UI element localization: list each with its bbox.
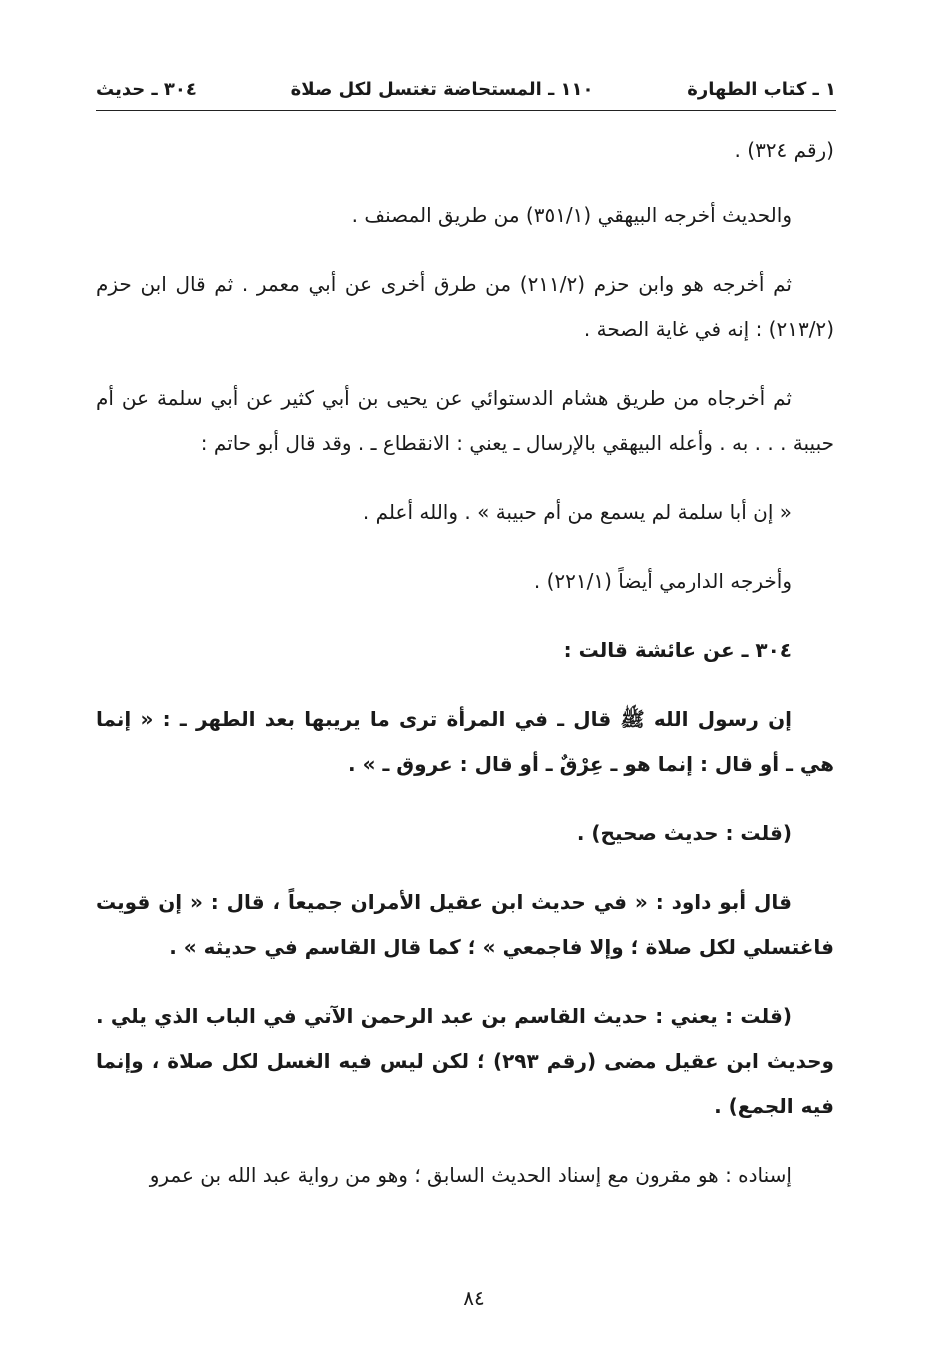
abu-dawud-note: قال أبو داود : « في حديث ابن عقيل الأمران جميعاً ، قال : « إن قويت فاغتسلي لكل صلاة ؛ وإلا فاجمعي » ؛ كما قال القاسم في حديثه » . bbox=[96, 890, 834, 959]
page-number: ٨٤ bbox=[463, 1286, 485, 1310]
paragraph-bayhaqi: والحديث أخرجه البيهقي (٣٥١/١) من طريق المصنف . bbox=[351, 203, 792, 227]
header-chapter-title: ١١٠ ـ المستحاضة تغتسل لكل صلاة bbox=[290, 78, 594, 100]
isnad-paragraph: إسناده : هو مقرون مع إسناد الحديث السابق ؛ وهو من رواية عبد الله بن عمرو bbox=[149, 1163, 792, 1187]
paragraph-hisham: ثم أخرجاه من طريق هشام الدستوائي عن يحيى بن أبي كثير عن أبي سلمة عن أم حبيبة . . . به . وأعله البيهقي بالإرسال ـ يعني : الانقطاع ـ . وقد قال أبو حاتم : bbox=[96, 386, 834, 455]
paragraph-darimi: وأخرجه الدارمي أيضاً (٢٢١/١) . bbox=[533, 569, 792, 593]
grading-note: (قلت : حديث صحيح) . bbox=[576, 821, 792, 845]
hadith-text: إن رسول الله ﷺ قال ـ في المرأة ترى ما يريبها بعد الطهر ـ : « إنما هي ـ أو قال : إنما هو ـ عِرْقٌ ـ أو قال : عروق ـ » . bbox=[96, 707, 834, 776]
paragraph-reference-cont: (رقم ٣٢٤) . bbox=[734, 138, 834, 162]
header-book-title: ١ ـ كتاب الطهارة bbox=[687, 78, 836, 100]
paragraph-ibn-hazm: ثم أخرجه هو وابن حزم (٢١١/٢) من طرق أخرى عن أبي معمر . ثم قال ابن حزم (٢١٣/٢) : إنه في غاية الصحة . bbox=[96, 272, 834, 341]
running-header bbox=[96, 72, 836, 106]
header-hadith-number: ٣٠٤ ـ حديث bbox=[96, 78, 197, 100]
commentary-note: (قلت : يعني : حديث القاسم بن عبد الرحمن الآتي في الباب الذي يلي . وحديث ابن عقيل مضى (رقم ٢٩٣) ؛ لكن ليس فيه الغسل لكل صلاة ، وإنما فيه الجمع) . bbox=[96, 1004, 834, 1118]
page-body bbox=[96, 128, 834, 1222]
header-divider bbox=[96, 110, 836, 111]
hadith-heading: ٣٠٤ ـ عن عائشة قالت : bbox=[563, 638, 792, 662]
paragraph-abu-hatim-quote: « إن أبا سلمة لم يسمع من أم حبيبة » . والله أعلم . bbox=[362, 500, 792, 524]
